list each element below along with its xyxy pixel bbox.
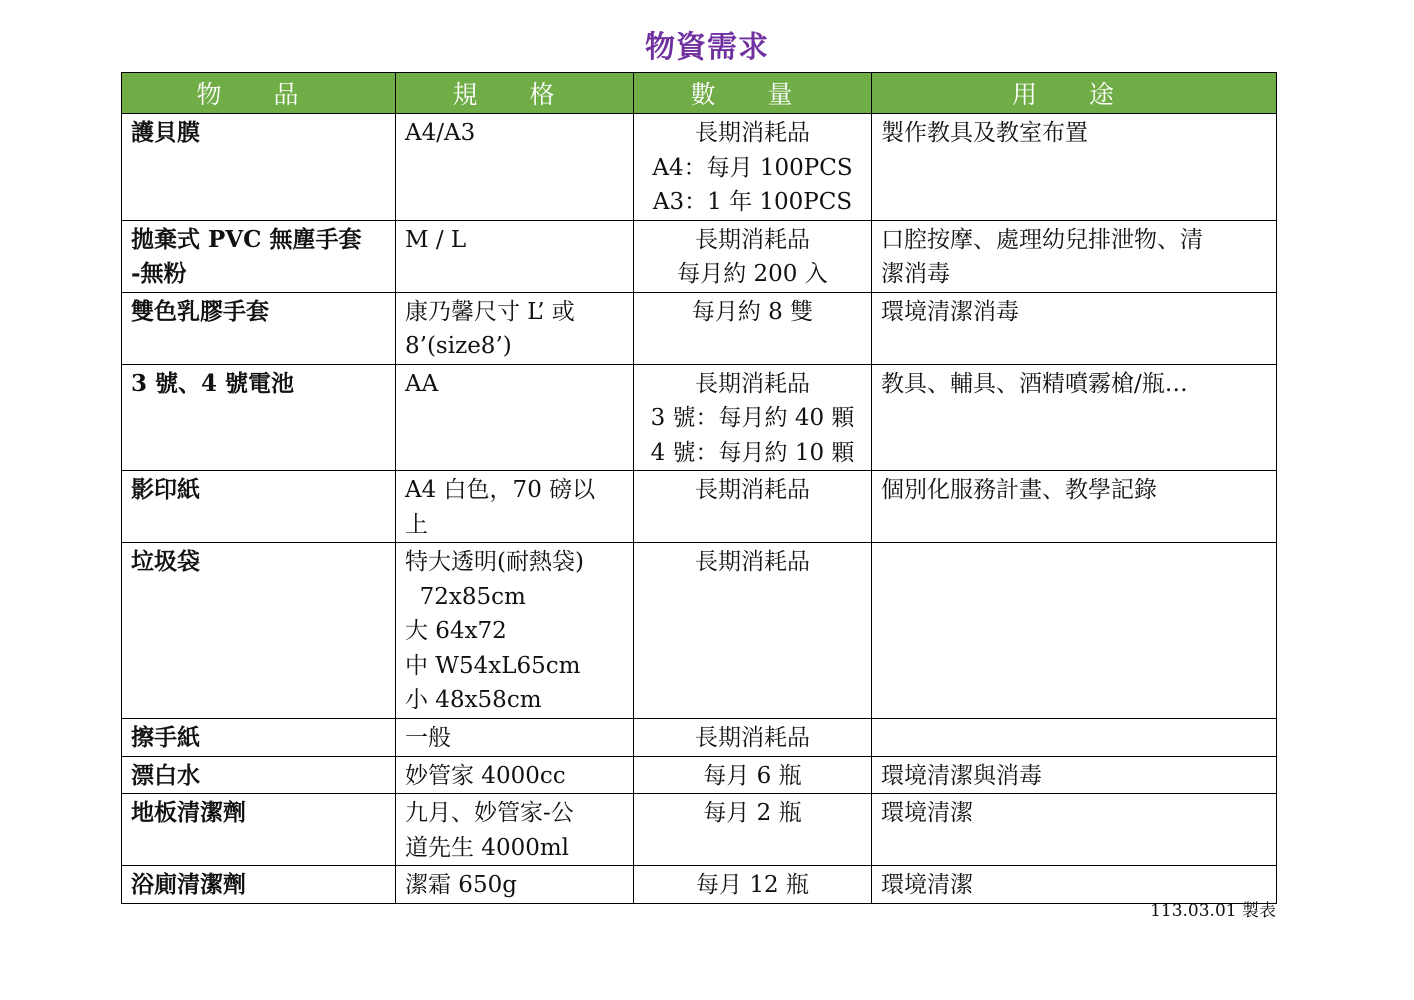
item-spec: 一般: [405, 725, 451, 751]
cell-spec: [396, 114, 634, 221]
cell-item: [122, 471, 396, 543]
item-name: 垃圾袋: [131, 548, 200, 575]
cell-usage: [872, 719, 1277, 757]
header-spec: 規 格: [396, 73, 634, 114]
item-quantity: 長期消耗品: [695, 477, 810, 503]
table-row: [122, 114, 1277, 221]
item-name: 漂白水: [131, 761, 200, 789]
item-name: 雙色乳膠手套: [131, 297, 269, 325]
item-usage: [872, 719, 1276, 721]
item-quantity: 每月 12 瓶: [696, 872, 809, 898]
item-usage: 個別化服務計畫、教學記錄: [881, 477, 1157, 503]
cell-item: [122, 364, 396, 471]
cell-usage: [872, 543, 1277, 719]
cell-quantity: [634, 866, 872, 904]
cell-spec: [396, 364, 634, 471]
cell-spec: [396, 866, 634, 904]
table-row: [122, 292, 1277, 364]
item-name: 影印紙: [131, 476, 200, 503]
item-usage: 教具、輔具、酒精噴霧槍/瓶…: [881, 370, 1188, 397]
cell-item: [122, 866, 396, 904]
cell-usage: [872, 114, 1277, 221]
item-spec: 特大透明(耐熱袋) 72x85cm 大 64x72 中 W54xL65cm 小 48x58cm: [405, 549, 584, 713]
cell-quantity: [634, 471, 872, 543]
item-quantity: 長期消耗品 3 號：每月約 40 顆 4 號：每月約 10 顆: [650, 370, 855, 466]
item-quantity: 每月約 8 雙: [691, 298, 814, 325]
cell-item: [122, 794, 396, 866]
table-row: [122, 756, 1277, 794]
cell-spec: [396, 220, 634, 292]
cell-spec: [396, 292, 634, 364]
cell-spec: [396, 756, 634, 794]
item-name: 擦手紙: [131, 724, 200, 751]
cell-quantity: [634, 719, 872, 757]
cell-quantity: [634, 794, 872, 866]
cell-spec: [396, 794, 634, 866]
header-usage: 用 途: [872, 73, 1277, 114]
item-usage: 環境清潔: [881, 800, 973, 826]
item-spec: M / L: [405, 226, 467, 253]
cell-quantity: [634, 114, 872, 221]
item-name: 浴廁清潔劑: [131, 871, 246, 898]
item-spec: 潔霜 650g: [405, 872, 517, 898]
cell-item: [122, 719, 396, 757]
item-usage: 環境清潔: [881, 872, 973, 898]
item-quantity: 長期消耗品 A4：每月 100PCS A3：1 年 100PCS: [652, 120, 853, 215]
item-quantity: 每月 2 瓶: [703, 800, 802, 826]
table-row: [122, 866, 1277, 904]
table-row: [122, 719, 1277, 757]
item-quantity: 長期消耗品: [695, 725, 810, 751]
cell-usage: [872, 292, 1277, 364]
cell-item: [122, 756, 396, 794]
cell-quantity: [634, 220, 872, 292]
cell-quantity: [634, 543, 872, 719]
cell-spec: [396, 471, 634, 543]
header-item: 物 品: [122, 73, 396, 114]
item-spec: 九月、妙管家-公 道先生 4000ml: [405, 800, 574, 861]
supplies-table: [121, 72, 1277, 904]
cell-item: [122, 543, 396, 719]
item-name: 護貝膜: [131, 119, 200, 146]
item-quantity: 長期消耗品: [695, 549, 810, 575]
item-name: 3 號、4 號電池: [131, 369, 295, 397]
creation-date-note: 113.03.01 製表: [1150, 901, 1276, 921]
cell-usage: [872, 794, 1277, 866]
cell-usage: [872, 364, 1277, 471]
table-row: [122, 220, 1277, 292]
item-spec: AA: [405, 370, 439, 397]
cell-item: [122, 292, 396, 364]
item-usage: 口腔按摩、處理幼兒排泄物、清 潔消毒: [881, 226, 1203, 287]
table-row: [122, 794, 1277, 866]
table-row: [122, 364, 1277, 471]
cell-quantity: [634, 364, 872, 471]
item-spec: A4/A3: [405, 120, 476, 146]
item-quantity: 每月 6 瓶: [703, 762, 802, 789]
cell-usage: [872, 471, 1277, 543]
item-usage: 環境清潔消毒: [881, 298, 1019, 325]
cell-item: [122, 220, 396, 292]
cell-quantity: [634, 756, 872, 794]
item-usage: [872, 543, 1276, 545]
item-spec: 康乃馨尺寸 L’ 或 8’(size8’): [405, 298, 575, 359]
item-quantity: 長期消耗品 每月約 200 入: [677, 226, 828, 287]
item-usage: 環境清潔與消毒: [881, 762, 1042, 789]
table-row: [122, 543, 1277, 719]
item-spec: A4 白色，70 磅以 上: [405, 477, 596, 538]
page-title: 物資需求: [645, 30, 769, 65]
table-row: [122, 471, 1277, 543]
cell-spec: [396, 719, 634, 757]
cell-spec: [396, 543, 634, 719]
cell-quantity: [634, 292, 872, 364]
item-spec: 妙管家 4000cc: [405, 762, 566, 789]
cell-usage: [872, 756, 1277, 794]
table-header-row: [122, 73, 1277, 114]
cell-usage: [872, 220, 1277, 292]
item-name: 地板清潔劑: [131, 799, 246, 826]
item-usage: 製作教具及教室布置: [881, 120, 1088, 146]
item-name: 拋棄式 PVC 無塵手套 -無粉: [131, 225, 362, 287]
header-quantity: 數 量: [634, 73, 872, 114]
cell-item: [122, 114, 396, 221]
